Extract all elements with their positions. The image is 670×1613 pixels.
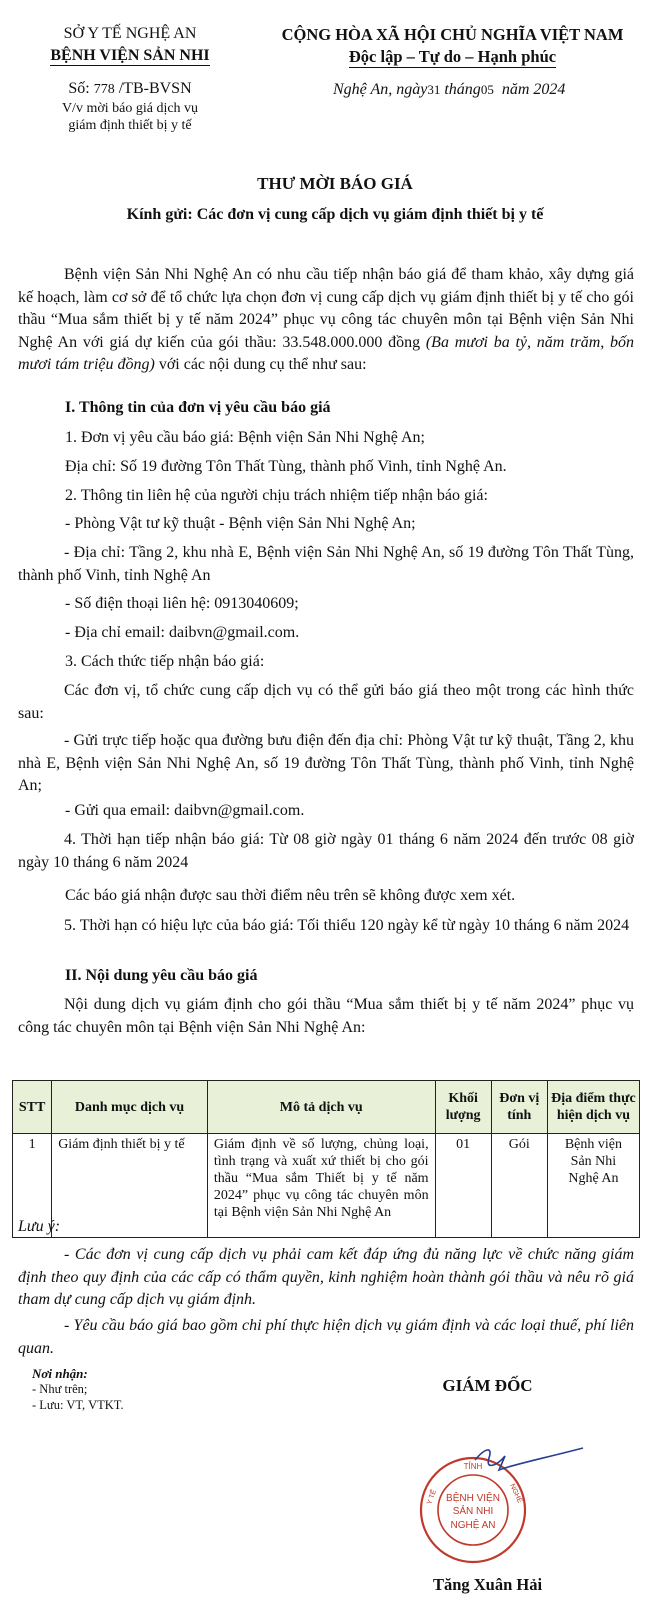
cell-service: Giám định thiết bị y tế <box>52 1134 208 1238</box>
method-post: - Gửi trực tiếp hoặc qua đường bưu điện đến địa chỉ: Phòng Vật tư kỹ thuật, Tầng 2, khu nhà E, Bệnh viện Sản Nhi Nghệ An, số 19 đường Tôn Thất Tùng, thành phố Vinh, tỉnh Nghệ An; <box>18 732 634 794</box>
stamp-line-2: SẢN NHI <box>452 1506 494 1517</box>
handwritten-signature <box>455 1418 590 1488</box>
stamp-line-1: BỆNH VIỆN <box>446 1493 500 1504</box>
document-number <box>20 80 240 98</box>
header-service: Danh mục dịch vụ <box>52 1081 208 1134</box>
ministry-name: SỞ Y TẾ NGHỆ AN <box>63 25 197 42</box>
date-month: 05 <box>480 82 494 97</box>
contact-email: - Địa chỉ email: daibvn@gmail.com. <box>65 624 300 641</box>
header-stt: STT <box>13 1081 52 1134</box>
date-place: Nghệ An, ngày <box>333 81 428 98</box>
notes-label: Lưu ý: <box>18 1218 61 1235</box>
section-1-item-5: 5. Thời hạn có hiệu lực của báo giá: Tối thiểu 120 ngày kể từ ngày 10 tháng 6 năm 2024 <box>64 917 630 934</box>
recipients-line-1: - Như trên; <box>32 1382 88 1396</box>
section-2-heading: II. Nội dung yêu cầu báo giá <box>65 967 258 984</box>
intro-text: Bệnh viện Sản Nhi Nghệ An có nhu cầu tiếp nhận báo giá để tham khảo, xây dựng giá kế hoạch, làm cơ sở để tổ chức lựa chọn đơn vị cung cấp dịch vụ giám định thiết bị y tế cho gói thầu “Mua sắm thiết bị y tế năm 2024” phục vụ công tác chuyên môn tại Bệnh viện Sản Nhi Nghệ An với giá dự kiến của gói thầu: 33.548.000.000 đồng <box>18 266 634 351</box>
header-quantity: Khối lượng <box>435 1081 491 1134</box>
cell-stt: 1 <box>13 1134 52 1238</box>
document-date <box>333 81 653 99</box>
note-2: - Yêu cầu báo giá bao gồm chi phí thực hiện dịch vụ giám định và các loại thuế, phí liên quan. <box>18 1317 634 1357</box>
hospital-name-text: BỆNH VIỆN SẢN NHI <box>50 47 210 64</box>
number-suffix: /TB-BVSN <box>118 80 192 97</box>
header-description: Mô tả dịch vụ <box>207 1081 435 1134</box>
signature-stroke <box>475 1448 583 1470</box>
nation-title: CỘNG HÒA XÃ HỘI CHỦ NGHĨA VIỆT NAM <box>281 25 624 44</box>
number-prefix: Số: <box>68 80 90 97</box>
table-header-row <box>13 1081 640 1134</box>
stamp-ring-top: TỈNH <box>463 1462 483 1471</box>
signatory-name: Tăng Xuân Hải <box>432 1575 543 1594</box>
late-note: Các báo giá nhận được sau thời điểm nêu trên sẽ không được xem xét. <box>65 887 516 904</box>
hospital-name <box>20 47 240 65</box>
note-1: - Các đơn vị cung cấp dịch vụ phải cam kết đáp ứng đủ năng lực về chức năng giám định theo quy định của các cấp có thẩm quyền, kinh nghiệm hoàn thành gói thầu và nêu rõ giá tham dự cung cấp dịch vụ giám định. <box>18 1246 634 1308</box>
section-1-item-4: 4. Thời hạn tiếp nhận báo giá: Từ 08 giờ ngày 01 tháng 6 năm 2024 đến trước 08 giờ ngày 10 tháng 6 năm 2024 <box>18 831 634 871</box>
cell-unit: Gói <box>491 1134 547 1238</box>
nation-motto <box>250 47 655 67</box>
stamp-ring-right: NGHỆ <box>508 1482 524 1505</box>
recipient-line: Kính gửi: Các đơn vị cung cấp dịch vụ giám định thiết bị y tế <box>126 206 544 223</box>
intro-tail: với các nội dung cụ thể như sau: <box>154 356 367 373</box>
intro-amount-words: (Ba mươi ba tỷ, năm trăm, bốn mươi tám triệu đồng) <box>18 333 635 373</box>
service-table <box>12 1080 640 1238</box>
cell-location: Bệnh viện Sản Nhi Nghệ An <box>547 1134 639 1238</box>
recipients-line-2: - Lưu: VT, VTKT. <box>32 1398 124 1412</box>
cell-description: Giám định về số lượng, chủng loại, tình trạng và xuất xứ thiết bị cho gói thầu “Mua sắm Thiết bị y tế năm 2024” phục vụ công tác chuyên môn tại Bệnh viện Sản Nhi Nghệ An <box>207 1134 435 1238</box>
contact-department: - Phòng Vật tư kỹ thuật - Bệnh viện Sản Nhi Nghệ An; <box>65 515 416 532</box>
date-year: năm 2024 <box>501 81 566 98</box>
recipients-label: Nơi nhận: <box>32 1366 88 1381</box>
subject-line-1: V/v mời báo giá dịch vụ <box>61 101 199 116</box>
intro-paragraph <box>18 264 634 377</box>
contact-address: - Địa chỉ: Tầng 2, khu nhà E, Bệnh viện Sản Nhi Nghệ An, số 19 đường Tôn Thất Tùng, thành phố Vinh, tỉnh Nghệ An <box>18 544 634 584</box>
stamp-line-3: NGHỆ AN <box>450 1520 496 1531</box>
section-1-item-2: 2. Thông tin liên hệ của người chịu trách nhiệm tiếp nhận báo giá: <box>65 487 488 504</box>
contact-phone: - Số điện thoại liên hệ: 0913040609; <box>65 595 299 612</box>
section-2-intro: Nội dung dịch vụ giám định cho gói thầu “Mua sắm thiết bị y tế năm 2024” phục vụ công tác chuyên môn tại Bệnh viện Sản Nhi Nghệ An: <box>18 996 634 1036</box>
section-1-heading: I. Thông tin của đơn vị yêu cầu báo giá <box>65 399 331 416</box>
cell-quantity: 01 <box>435 1134 491 1238</box>
methods-intro: Các đơn vị, tổ chức cung cấp dịch vụ có thể gửi báo giá theo một trong các hình thức sau: <box>18 682 634 722</box>
section-1-item-1: 1. Đơn vị yêu cầu báo giá: Bệnh viện Sản Nhi Nghệ An; <box>65 429 425 446</box>
subject-line-2: giám định thiết bị y tế <box>68 118 192 133</box>
date-month-label: tháng <box>444 81 481 98</box>
motto-text: Độc lập – Tự do – Hạnh phúc <box>348 47 557 66</box>
stamp-ring-left: Y TẾ <box>426 1488 439 1506</box>
header-location: Địa điểm thực hiện dịch vụ <box>547 1081 639 1134</box>
header-unit: Đơn vị tính <box>491 1081 547 1134</box>
section-1-address: Địa chỉ: Số 19 đường Tôn Thất Tùng, thành phố Vinh, tỉnh Nghệ An. <box>65 458 507 475</box>
section-1-item-3: 3. Cách thức tiếp nhận báo giá: <box>65 653 265 670</box>
number-value: 778 <box>93 82 115 97</box>
method-email: - Gửi qua email: daibvn@gmail.com. <box>65 802 305 819</box>
signature-title: GIÁM ĐỐC <box>442 1376 533 1395</box>
document-title: THƯ MỜI BÁO GIÁ <box>257 174 413 193</box>
date-day: 31 <box>427 82 441 97</box>
